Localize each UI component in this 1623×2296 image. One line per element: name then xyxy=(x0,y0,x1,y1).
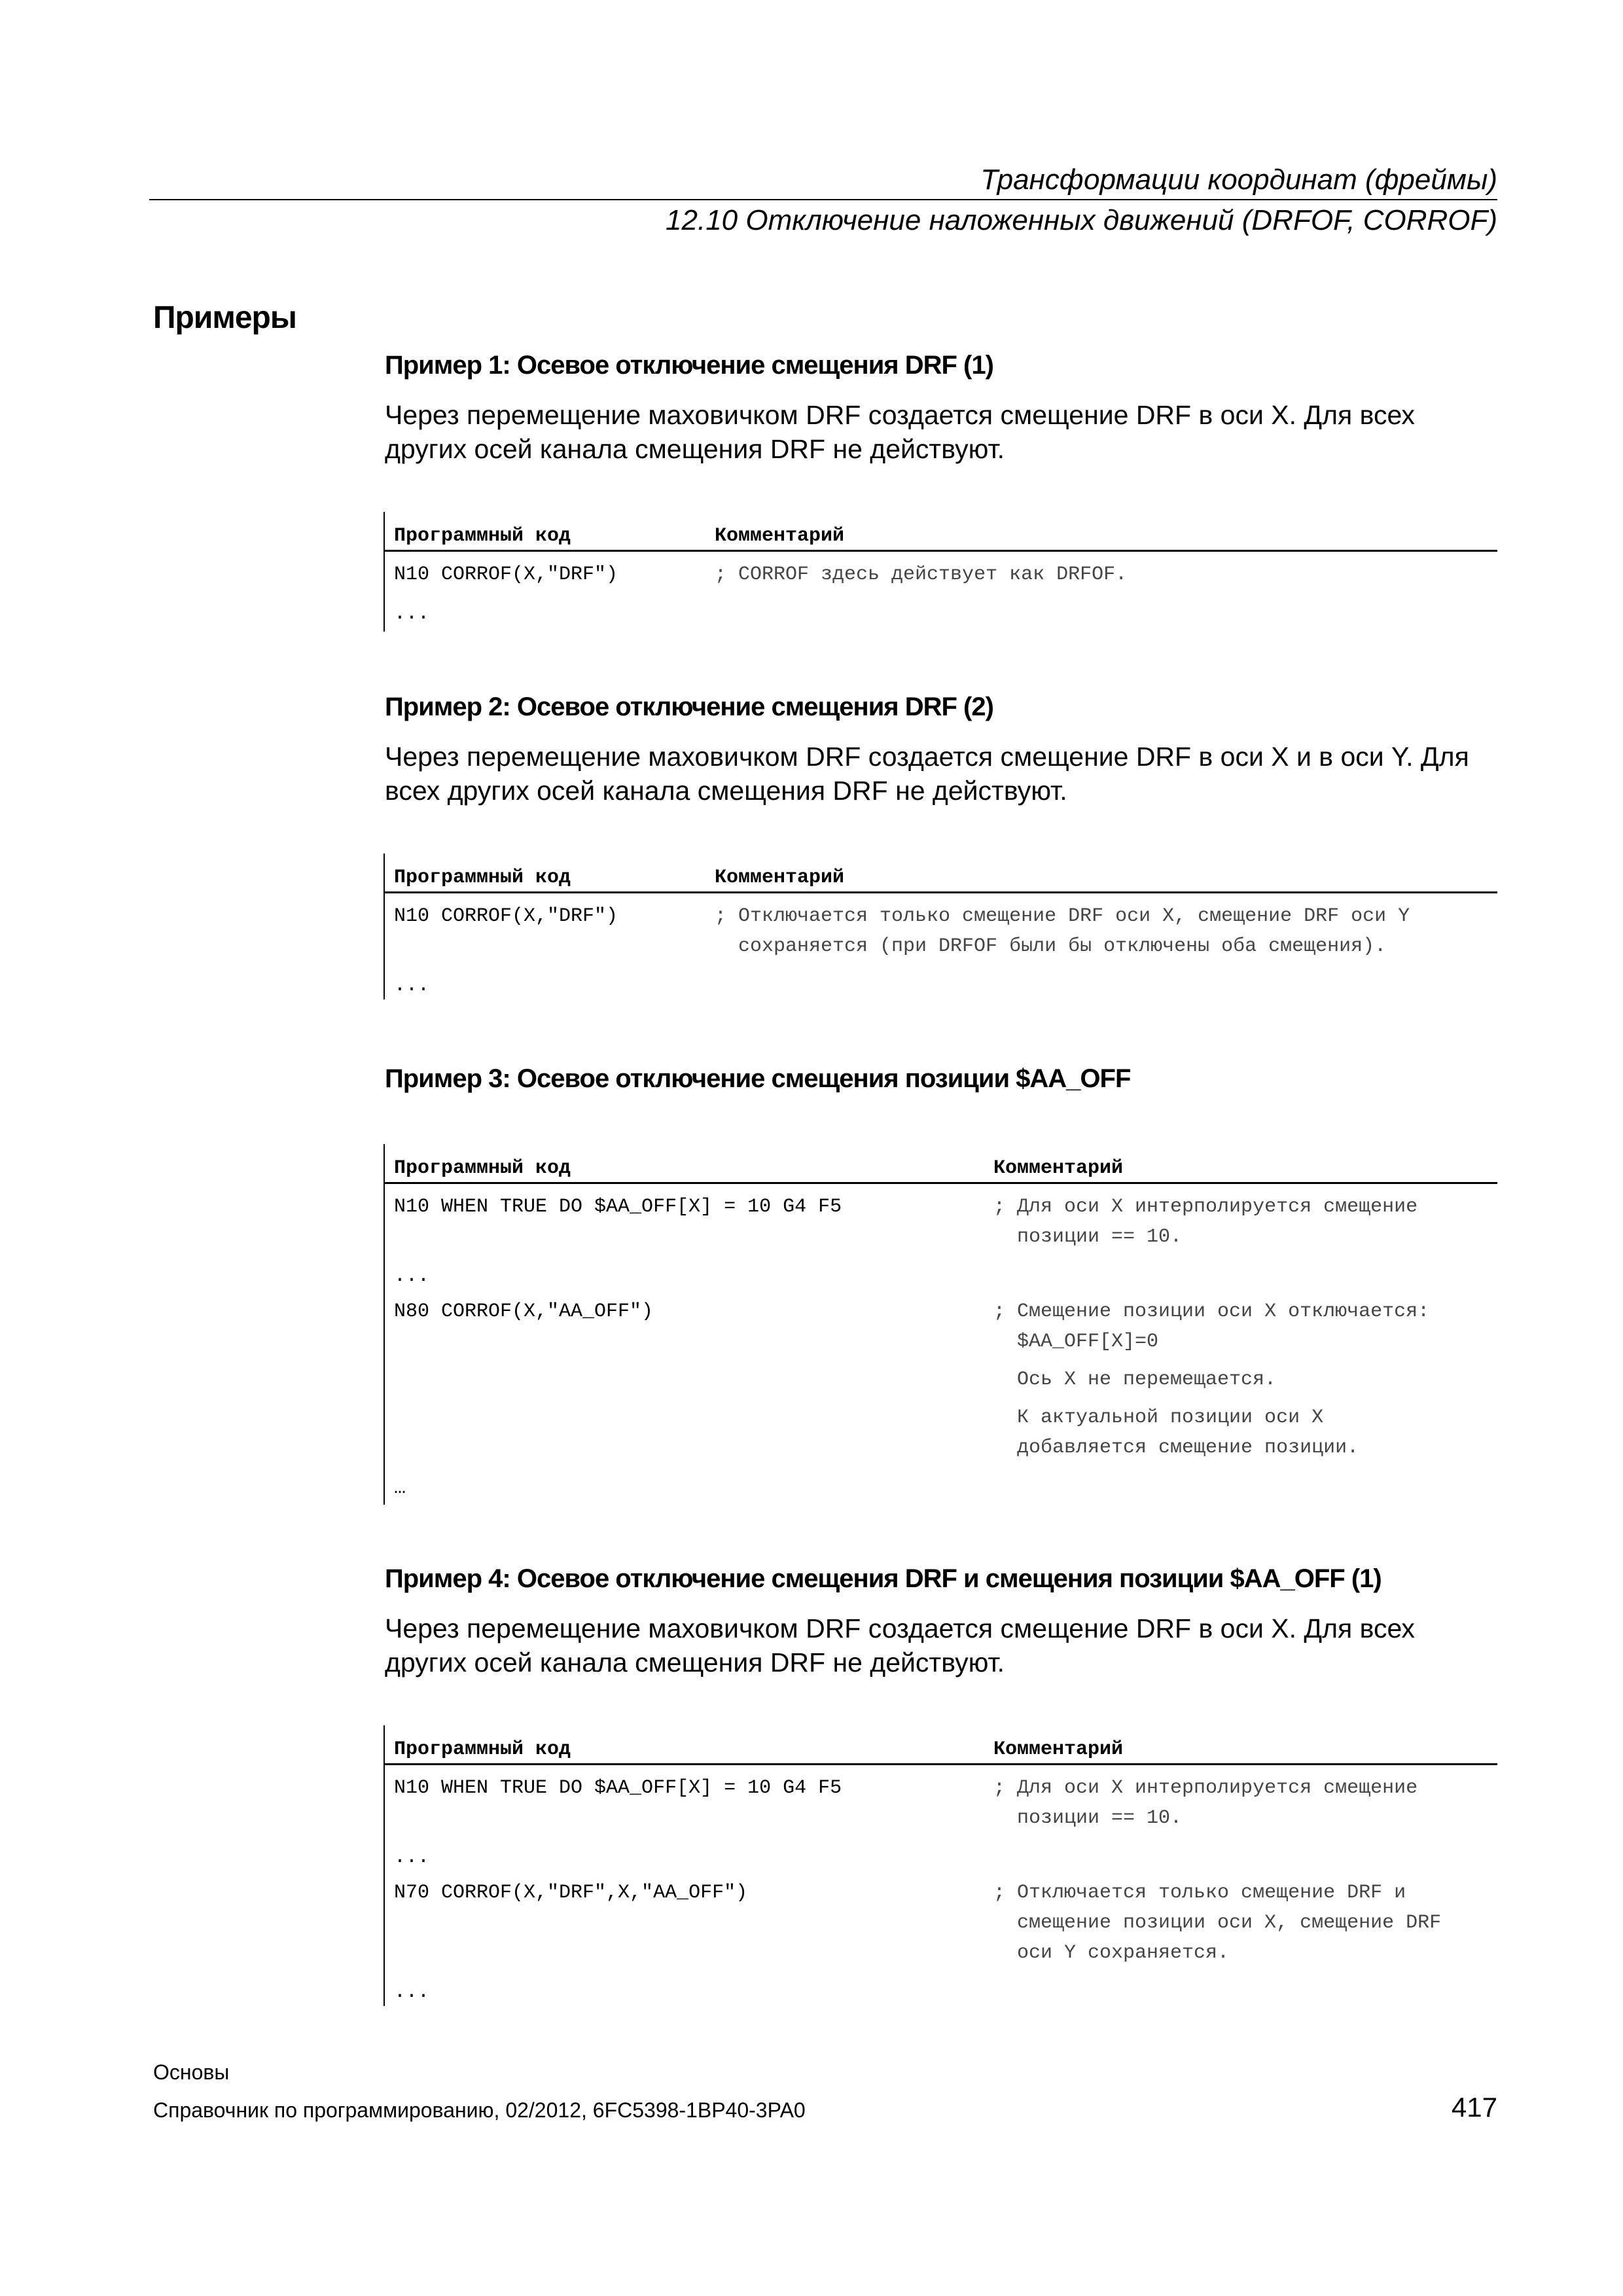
table-row xyxy=(385,560,1497,599)
comment-cell: ; Отключается только смещение DRF оси X, смещение DRF оси Y xyxy=(715,905,1410,927)
paragraph-line: Через перемещение маховичком DRF создается смещение DRF в оси X. Для всех xyxy=(385,400,1415,430)
table-row xyxy=(385,1473,1497,1505)
running-header-section: 12.10 Отключение наложенных движений (DRFOF, CORROF) xyxy=(666,204,1497,236)
example-2-code-table xyxy=(383,853,1497,999)
example-1-title: Пример 1: Осевое отключение смещения DRF (1) xyxy=(385,351,993,380)
code-cell: ... xyxy=(394,1265,430,1287)
example-4-title: Пример 4: Осевое отключение смещения DRF и смещения позиции $AA_OFF (1) xyxy=(385,1564,1382,1593)
code-cell: N10 CORROF(X,"DRF") xyxy=(394,905,618,927)
comment-cell: ; CORROF здесь действует как DRFOF. xyxy=(715,564,1128,586)
example-2-title: Пример 2: Осевое отключение смещения DRF (2) xyxy=(385,692,993,721)
code-table-header xyxy=(385,512,1497,552)
code-cell: ... xyxy=(394,603,430,625)
paragraph-line: Через перемещение маховичком DRF создается смещение DRF в оси X и в оси Y. Для xyxy=(385,742,1469,772)
table-row xyxy=(385,1261,1497,1297)
code-cell: ... xyxy=(394,975,430,997)
paragraph-line: других осей канала смещения DRF не действуют. xyxy=(385,1647,1005,1677)
example-3-code-table xyxy=(383,1144,1497,1505)
comment-cell: ; Смещение позиции оси X отключается: xyxy=(993,1300,1430,1323)
column-header-code: Программный код xyxy=(394,1157,571,1179)
comment-cell: ; Для оси X интерполируется смещение xyxy=(993,1196,1418,1218)
table-row xyxy=(385,1977,1497,2006)
paragraph-line: других осей канала смещения DRF не действуют. xyxy=(385,434,1005,464)
code-cell: N10 WHEN TRUE DO $AA_OFF[X] = 10 G4 F5 xyxy=(394,1777,842,1799)
column-header-code: Программный код xyxy=(394,867,571,889)
comment-cell-continued: добавляется смещение позиции. xyxy=(1017,1437,1359,1459)
table-row xyxy=(385,901,1497,971)
paragraph-line: Через перемещение маховичком DRF создается смещение DRF в оси X. Для всех xyxy=(385,1613,1415,1643)
header-rule xyxy=(149,199,1497,200)
section-title: Примеры xyxy=(153,300,296,335)
comment-cell-continued: позиции == 10. xyxy=(1017,1807,1183,1829)
comment-cell-continued: сохраняется (при DRFOF были бы отключены оба смещения). xyxy=(738,935,1387,958)
table-row xyxy=(385,1842,1497,1878)
table-row xyxy=(385,1192,1497,1261)
running-header-title: Трансформации координат (фреймы) xyxy=(980,164,1497,196)
column-header-code: Программный код xyxy=(394,1738,571,1761)
comment-cell-continued: позиции == 10. xyxy=(1017,1226,1183,1248)
column-header-comment: Комментарий xyxy=(993,1157,1124,1179)
code-cell: N70 CORROF(X,"DRF",X,"AA_OFF") xyxy=(394,1882,748,1904)
table-row xyxy=(385,599,1497,632)
code-table-header xyxy=(385,1725,1497,1765)
comment-cell-continued: смещение позиции оси X, смещение DRF xyxy=(1017,1912,1442,1934)
code-table-header xyxy=(385,1144,1497,1184)
table-row xyxy=(385,1878,1497,1977)
comment-cell-continued: К актуальной позиции оси X xyxy=(1017,1407,1324,1429)
footer-book-title: Основы xyxy=(153,2060,230,2084)
example-2-paragraph xyxy=(385,740,1517,808)
code-cell: ... xyxy=(394,1846,430,1869)
footer-reference: Справочник по программированию, 02/2012, 6FC5398-1BP40-3PA0 xyxy=(153,2098,806,2122)
example-3-title: Пример 3: Осевое отключение смещения позиции $AA_OFF xyxy=(385,1064,1131,1093)
code-table-header xyxy=(385,853,1497,893)
example-1-paragraph xyxy=(385,398,1517,466)
column-header-comment: Комментарий xyxy=(715,525,845,547)
comment-cell-continued: $AA_OFF[X]=0 xyxy=(1017,1331,1159,1353)
paragraph-line: всех других осей канала смещения DRF не действуют. xyxy=(385,776,1067,806)
comment-cell-continued: оси Y сохраняется. xyxy=(1017,1942,1230,1964)
table-row xyxy=(385,1773,1497,1842)
code-cell: ... xyxy=(394,1981,430,2003)
comment-cell: ; Для оси X интерполируется смещение xyxy=(993,1777,1418,1799)
table-row xyxy=(385,971,1497,999)
comment-cell-continued: Ось X не перемещается. xyxy=(1017,1369,1277,1391)
example-4-paragraph xyxy=(385,1611,1517,1679)
code-cell: N10 WHEN TRUE DO $AA_OFF[X] = 10 G4 F5 xyxy=(394,1196,842,1218)
table-row xyxy=(385,1297,1497,1473)
column-header-code: Программный код xyxy=(394,525,571,547)
comment-cell: ; Отключается только смещение DRF и xyxy=(993,1882,1406,1904)
page-number: 417 xyxy=(1451,2092,1497,2123)
example-1-code-table xyxy=(383,512,1497,632)
column-header-comment: Комментарий xyxy=(993,1738,1124,1761)
code-cell: N80 CORROF(X,"AA_OFF") xyxy=(394,1300,654,1323)
example-4-code-table xyxy=(383,1725,1497,2006)
code-cell: N10 CORROF(X,"DRF") xyxy=(394,564,618,586)
code-cell: … xyxy=(394,1477,406,1499)
column-header-comment: Комментарий xyxy=(715,867,845,889)
